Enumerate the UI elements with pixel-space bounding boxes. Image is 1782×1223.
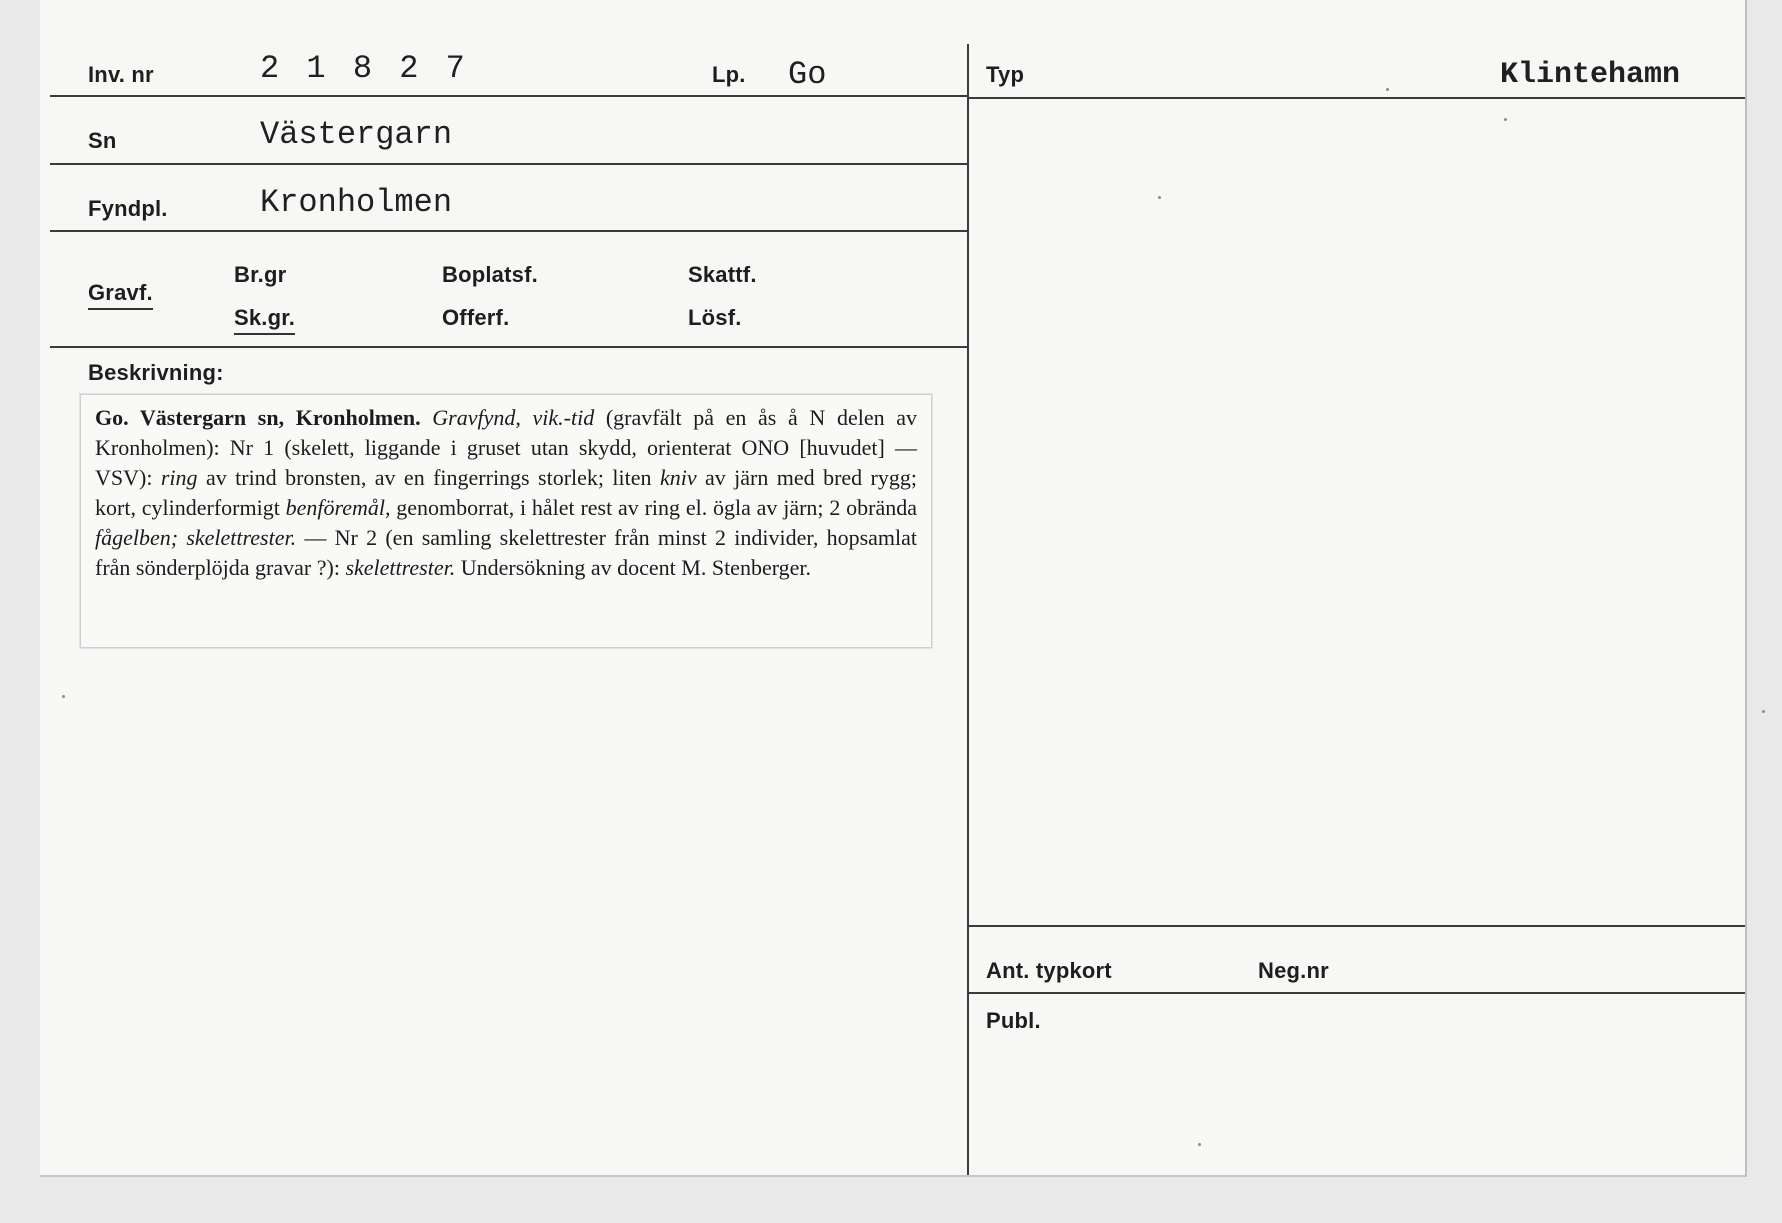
dust-speck	[1762, 710, 1765, 713]
description-run: genomborrat, i hålet rest av ring el. ögla av järn; 2 obrända	[390, 495, 917, 520]
description-run: — Nr 2 (en samling skelettrester från minst 2 individer, hopsamlat från sönderplöjda gravar ?):	[95, 525, 918, 580]
rule-publ	[969, 992, 1745, 994]
ant-typkort-label: Ant. typkort	[986, 958, 1112, 983]
description-slip	[80, 394, 932, 648]
rule-gravf	[50, 346, 967, 348]
boplatsf-label: Boplatsf.	[442, 262, 538, 287]
description-italic: ring	[160, 465, 198, 490]
description-italic: kniv	[659, 465, 697, 490]
description-run: av järn med bred rygg; kort, cylinderformigt	[95, 465, 917, 520]
inv-label: Inv. nr	[88, 62, 154, 87]
lp-label: Lp.	[712, 62, 746, 87]
sn-value: Västergarn	[260, 116, 453, 153]
negnr-label: Neg.nr	[1258, 958, 1329, 983]
description-italic: skelettrester.	[345, 555, 456, 580]
rule-typ	[969, 97, 1745, 99]
dust-speck	[1158, 196, 1161, 199]
rule-fyndpl	[50, 230, 967, 232]
center-divider	[967, 44, 969, 1175]
brgr-label: Br.gr	[234, 262, 287, 287]
losf-label: Lösf.	[688, 305, 742, 330]
rule-inv	[50, 95, 967, 97]
dust-speck	[1198, 1143, 1201, 1146]
lp-value: Go	[788, 56, 827, 93]
fyndpl-value: Kronholmen	[260, 184, 453, 221]
description-text	[95, 403, 917, 583]
description-run: (gravfält på en ås å N delen av Kronholmen): Nr 1 (skelett, liggande i gruset utan skydd, orienterat ONO [huvudet] —VSV):	[95, 405, 917, 490]
beskrivning-label: Beskrivning:	[88, 360, 224, 385]
fyndpl-label: Fyndpl.	[88, 196, 168, 221]
typ-label: Typ	[986, 62, 1025, 87]
dust-speck	[62, 695, 65, 698]
dust-speck	[1386, 88, 1389, 91]
offerf-label: Offerf.	[442, 305, 510, 330]
dust-speck	[1504, 118, 1507, 121]
description-italic: Gravfynd, vik.-tid	[432, 405, 595, 430]
inv-value: 2 1 8 2 7	[260, 50, 469, 87]
rule-sn	[50, 163, 967, 165]
skgr-label: Sk.gr.	[234, 305, 295, 335]
gravf-label: Gravf.	[88, 280, 153, 310]
rule-ant	[969, 925, 1745, 927]
publ-label: Publ.	[986, 1008, 1041, 1033]
description-heading: Go. Västergarn sn, Kronholmen.	[95, 405, 421, 430]
description-run: Undersökning av docent M. Stenberger.	[455, 555, 812, 580]
description-italic: benföremål,	[285, 495, 391, 520]
description-italic: fågelben; skelettrester.	[95, 525, 297, 550]
typ-value: Klintehamn	[1500, 58, 1681, 92]
sn-label: Sn	[88, 128, 117, 153]
description-run	[421, 405, 433, 430]
skattf-label: Skattf.	[688, 262, 757, 287]
description-run: av trind bronsten, av en fingerrings storlek; liten	[197, 465, 660, 490]
